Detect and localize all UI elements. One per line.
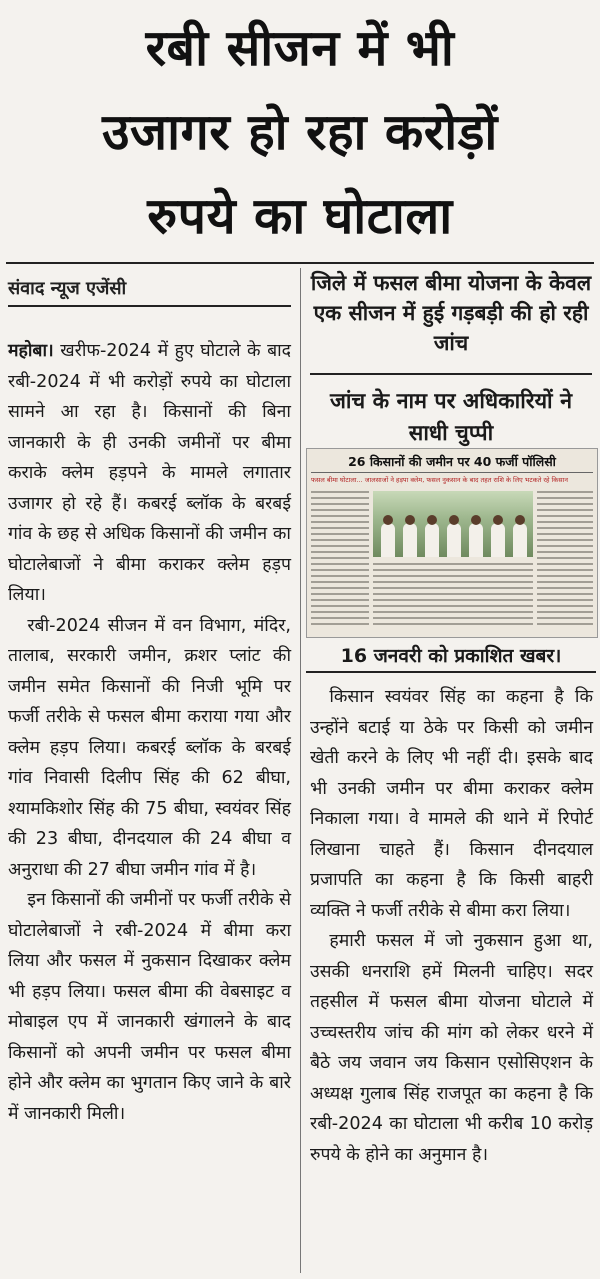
left-paragraph-3: इन किसानों की जमीनों पर फर्जी तरीके से घोटालेबाजों ने रबी-2024 में बीमा करा लिया और फसल में नुकसान दिखाकर क्लेम भी हड़प लिया। फसल बीमा की वेबसाइट व मोबाइल एप में जानकारी खंगालने के बाद किसानों को अपनी जमीन पर फसल बीमा होने और क्लेम का भुगतान किए जाने के बारे में जानकारी मिली। [8,890,291,1124]
top-divider [6,262,594,264]
subheadline-2: जांच के नाम पर अधिकारियों ने साधी चुप्पी [329,389,573,446]
clipping-text-block-bottom [373,563,533,629]
dateline: महोबा। [8,341,54,361]
left-column [8,336,291,1129]
clipping-text-block-right [537,491,593,629]
right-paragraph-2: हमारी फसल में जो नुकसान हुआ था, उसकी धनराशि हमें मिलनी चाहिए। सदर तहसील में फसल बीमा योजना घोटाले में उच्चस्तरीय जांच की मांग को लेकर धरने में बैठे जय जवान जय किसान एसोसिएशन के अध्यक्ष गुलाब सिंह राजपूत का कहना है कि रबी-2024 का घोटाला भी करीब 10 करोड़ रुपये के होने का अनुमान है। [310,931,593,1165]
caption-divider [306,671,596,673]
clipping-headline: 26 किसानों की जमीन पर 40 फर्जी पॉलिसी [311,453,593,473]
byline: संवाद न्यूज एजेंसी [8,278,127,299]
column-separator [300,268,301,1273]
clipping-body [311,489,593,633]
subhead-divider [310,373,592,375]
clipping-caption: 16 जनवरी को प्रकाशित खबर। [340,645,562,667]
left-paragraph-1-text: खरीफ-2024 में हुए घोटाले के बाद रबी-2024 में भी करोड़ों रुपये का घोटाला सामने आ रहा है। किसानों की बिना जानकारी के ही उनकी जमीनों पर बीमा कराके क्लेम हड़पने के मामले लगातार उजागर हो रहे हैं। कबरई ब्लॉक के बरबई गांव के छह से अधिक किसानों की जमीन का घोटालेबाजों ने बीमा कराकर क्लेम हड़प लिया। [8,341,292,605]
clipping-strap: फसल बीमा घोटाला... जालसाजों ने हड़पा क्लेम, फसल नुकसान के बाद तहत राशि के लिए भटकते रहे किसान [311,476,568,484]
headline-line-1: रबी सीजन में भी [145,19,455,77]
headline-line-3: रुपये का घोटाला [147,187,453,245]
left-paragraph-1 [8,336,291,611]
byline-divider [8,305,291,307]
right-column [310,682,593,1170]
left-paragraph-2: रबी-2024 सीजन में वन विभाग, मंदिर, तालाब, सरकारी जमीन, क्रशर प्लांट की जमीन समेत किसानों की निजी भूमि पर फर्जी तरीके से फसल बीमा कराया गया और क्लेम हड़प लिया। कबरई ब्लॉक के बरबई गांव निवासी दिलीप सिंह की 62 बीघा, श्यामकिशोर सिंह की 75 बीघा, स्वयंवर सिंह की 23 बीघा, दीनदयाल की 24 बीघा व अनुराधा की 27 बीघा जमीन गांव में है। [8,615,291,880]
newspaper-clipping [306,448,598,638]
right-paragraph-1: किसान स्वयंवर सिंह का कहना है कि उन्होंने बटाई या ठेके पर किसी को जमीन खेती करने के लिए भी नहीं दी। इसके बाद भी उनकी जमीन पर बीमा कराकर क्लेम निकाला गया। वे मामले की थाने में रिपोर्ट लिखाना चाहते हैं। किसान दीनदयाल प्रजापति का कहना है कि किसी बाहरी व्यक्ति ने फर्जी तरीके से बीमा करा लिया। [310,687,593,921]
clipping-text-block-left [311,491,369,629]
clipping-photo [373,491,533,557]
main-headline [0,6,600,258]
subheadline-1: जिले में फसल बीमा योजना के केवल एक सीजन में हुई गड़बड़ी की हो रही जांच [310,271,592,355]
headline-line-2: उजागर हो रहा करोड़ों [102,103,498,161]
